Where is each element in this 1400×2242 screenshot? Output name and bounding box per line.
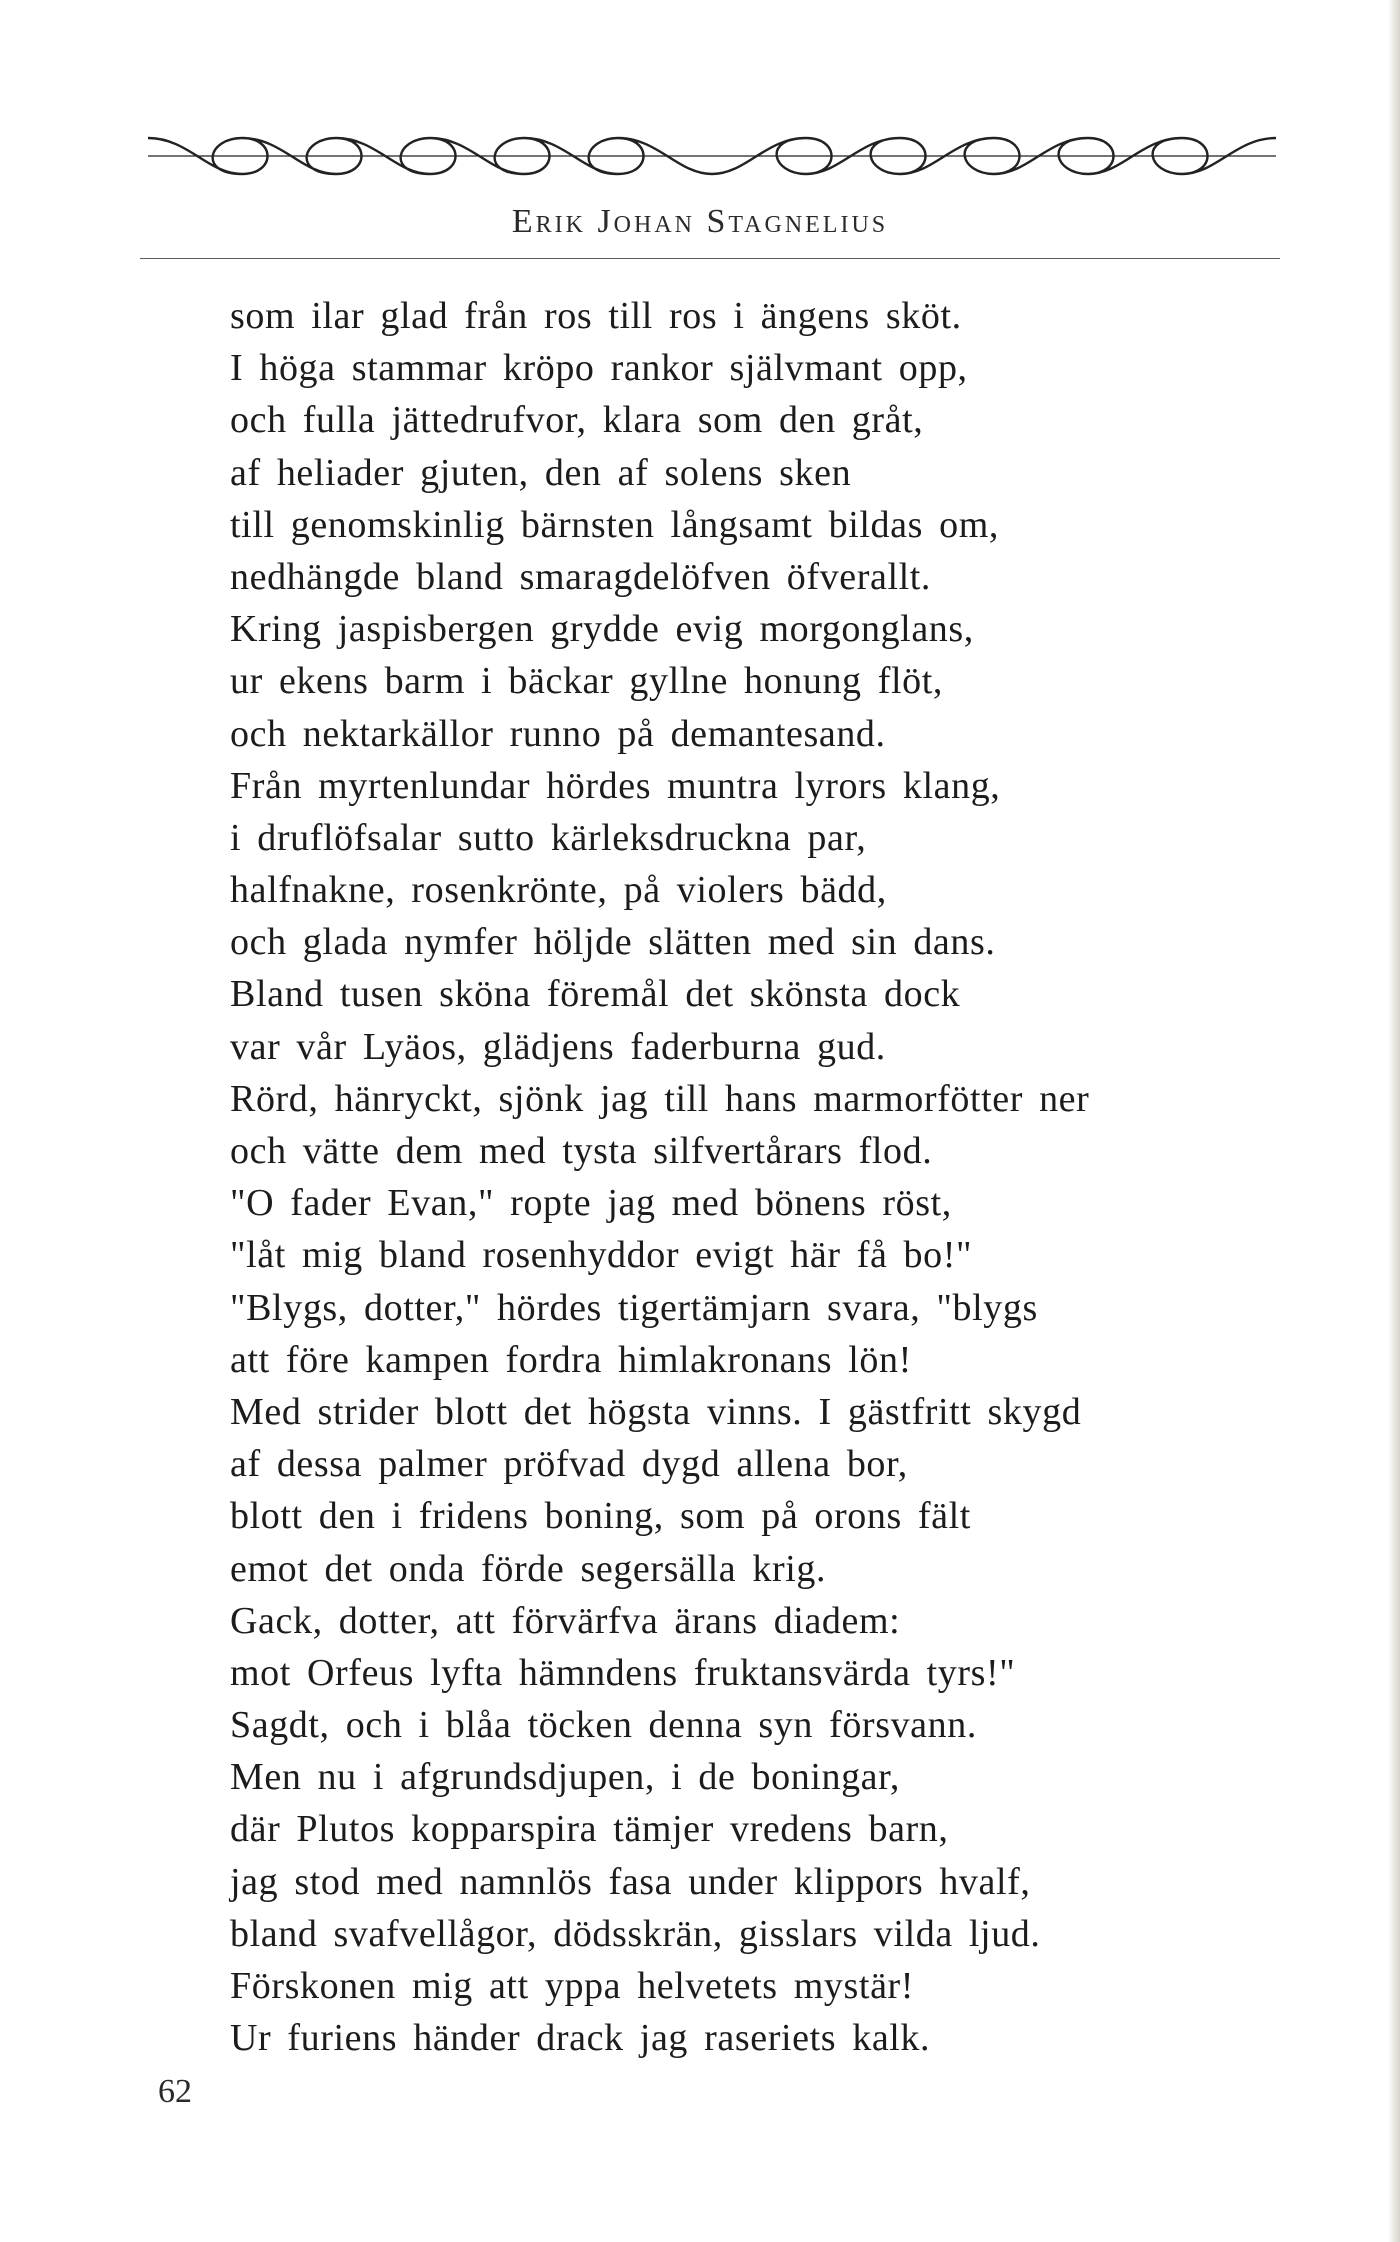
ornamental-border [148, 128, 1276, 184]
poem-line: Med strider blott det högsta vinns. I gästfritt skygd [230, 1390, 1082, 1433]
page-edge-shadow [1388, 0, 1400, 2242]
poem-line: Gack, dotter, att förvärfva ärans diadem: [230, 1599, 901, 1642]
page-number: 62 [158, 2073, 192, 2110]
poem-line: Sagdt, och i blåa töcken denna syn försvann. [230, 1704, 977, 1747]
poem-line: emot det onda förde segersälla krig. [230, 1547, 827, 1590]
poem-line: "Blygs, dotter," hördes tigertämjarn svara, "blygs [230, 1286, 1038, 1329]
running-head: Erik Johan Stagnelius [511, 203, 889, 240]
poem-line: och fulla jättedrufvor, klara som den gråt, [230, 399, 924, 442]
poem-line: bland svafvellågor, dödsskrän, gisslars vilda ljud. [230, 1912, 1041, 1955]
poem-line: af dessa palmer pröfvad dygd allena bor, [230, 1443, 908, 1486]
poem-line: Rörd, hänryckt, sjönk jag till hans marmorfötter ner [230, 1077, 1090, 1120]
poem-line: Kring jaspisbergen grydde evig morgonglans, [230, 608, 974, 651]
poem-line: Ur furiens händer drack jag raseriets kalk. [230, 2017, 931, 2060]
poem-line: att före kampen fordra himlakronans lön! [230, 1338, 912, 1381]
poem-line: halfnakne, rosenkrönte, på violers bädd, [230, 869, 887, 912]
poem-line: mot Orfeus lyfta hämndens fruktansvärda tyrs!" [230, 1651, 1016, 1694]
poem-line: Bland tusen sköna föremål det skönsta dock [230, 973, 961, 1016]
poem-line: nedhängde bland smaragdelöfven öfverallt. [230, 555, 932, 598]
poem-line: "låt mig bland rosenhyddor evigt här få bo!" [230, 1234, 973, 1277]
poem-line: Förskonen mig att yppa helvetets mystär! [230, 1965, 915, 2007]
poem-line: och nektarkällor runno på demantesand. [230, 712, 886, 755]
poem-line: blott den i fridens boning, som på orons fält [230, 1495, 971, 1538]
poem-line: till genomskinlig bärnsten långsamt bildas om, [230, 503, 999, 546]
poem-line: Från myrtenlundar hördes muntra lyrors klang, [230, 764, 1001, 807]
poem-line: af heliader gjuten, den af solens sken [230, 451, 852, 494]
poem-line: "O fader Evan," ropte jag med bönens röst, [230, 1182, 952, 1225]
poem-line: jag stod med namnlös fasa under klippors hvalf, [230, 1860, 1031, 1903]
poem-line: och glada nymfer höljde slätten med sin dans. [230, 921, 996, 964]
poem-line: Men nu i afgrundsdjupen, i de boningar, [230, 1756, 900, 1799]
poem-line: och vätte dem med tysta silfvertårars flod. [230, 1130, 933, 1172]
poem-line: där Plutos kopparspira tämjer vredens barn, [230, 1808, 949, 1851]
header-rule [140, 258, 1280, 259]
poem-line: som ilar glad från ros till ros i ängens sköt. [230, 295, 962, 337]
poem-line: i druflöfsalar sutto kärleksdruckna par, [230, 816, 867, 859]
poem-line: ur ekens barm i bäckar gyllne honung flöt, [230, 660, 944, 703]
poem-line: I höga stammar kröpo rankor självmant opp, [230, 347, 968, 390]
poem-text [230, 290, 1280, 2064]
poem-line: var vår Lyäos, glädjens faderburna gud. [230, 1025, 886, 1068]
